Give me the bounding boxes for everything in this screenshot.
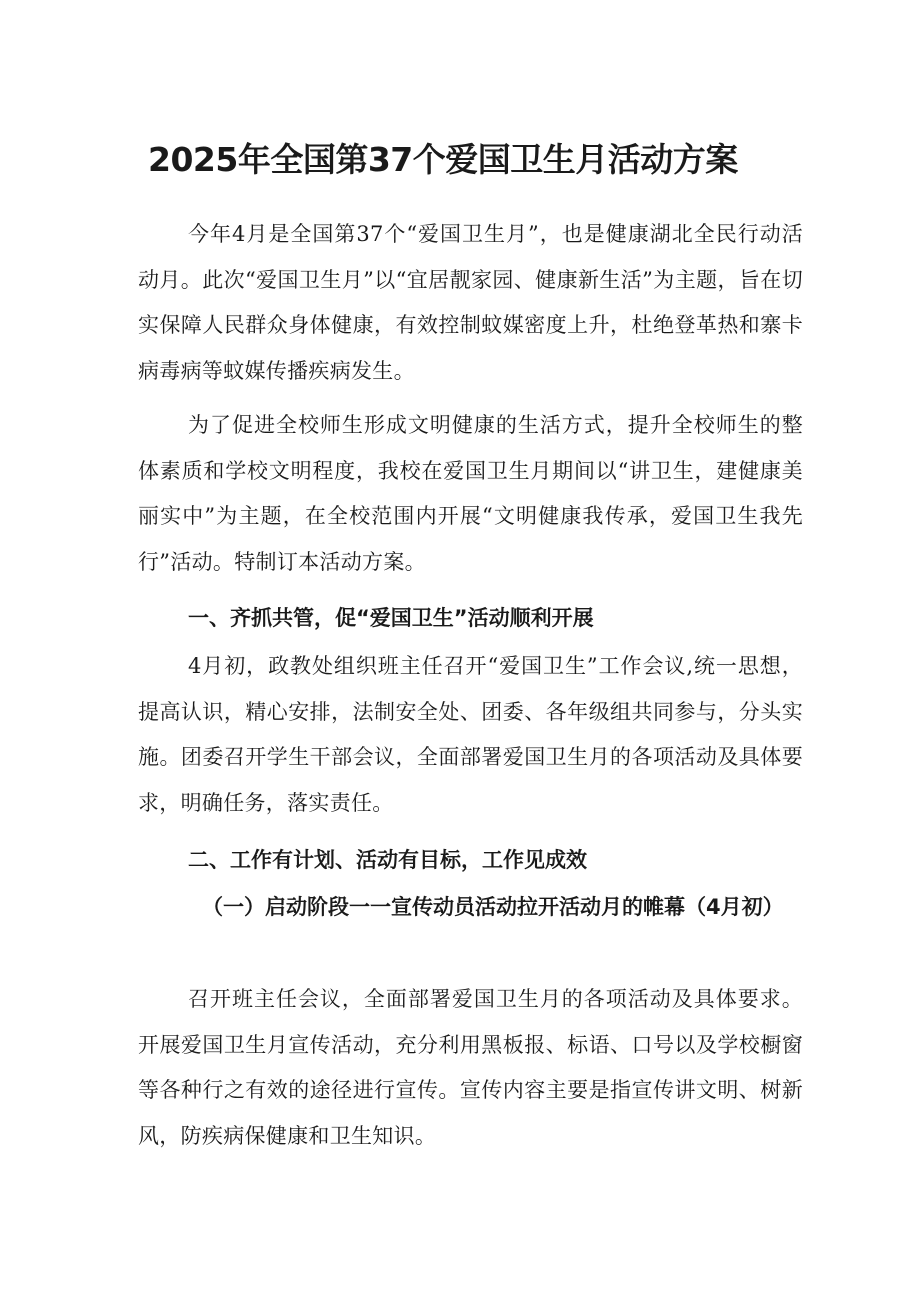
document-title: 2025年全国第37个爱国卫生月活动方案	[148, 140, 738, 180]
intro-paragraph-1: 今年4月是全国第37个“爱国卫生月”，也是健康湖北全民行动活动月。此次“爱国卫生月”以“宜居靓家园、健康新生活”为主题，旨在切实保障人民群众身体健康，有效控制蚊媒密度上升，杜绝登革热和寨卡病毒病等蚊媒传播疾病发生。	[138, 222, 803, 383]
section-2-sub-1-body: 召开班主任会议，全面部署爱国卫生月的各项活动及具体要求。开展爱国卫生月宣传活动，充分利用黑板报、标语、口号以及学校橱窗等各种行之有效的途径进行宣传。宣传内容主要是指宣传讲文明、树新风，防疾病保健康和卫生知识。	[138, 987, 803, 1148]
section-1-body: 4月初，政教处组织班主任召开“爱国卫生”工作会议,统一思想，提高认识，精心安排，法制安全处、团委、各年级组共同参与，分头实施。团委召开学生干部会议，全面部署爱国卫生月的各项活动及具体要求，明确任务，落实责任。	[138, 654, 803, 815]
section-2-sub-1-heading: （一）启动阶段一一宣传动员活动拉开活动月的帷幕（4月初）	[202, 895, 784, 919]
section-1-heading: 一、齐抓共管，促“爱国卫生”活动顺利开展	[188, 606, 594, 630]
section-2-heading: 二、工作有计划、活动有目标，工作见成效	[188, 848, 587, 872]
intro-paragraph-2: 为了促进全校师生形成文明健康的生活方式，提升全校师生的整体素质和学校文明程度，我校在爱国卫生月期间以“讲卫生，建健康美丽实中”为主题，在全校范围内开展“文明健康我传承，爱国卫生我先行”活动。特制订本活动方案。	[138, 413, 803, 574]
